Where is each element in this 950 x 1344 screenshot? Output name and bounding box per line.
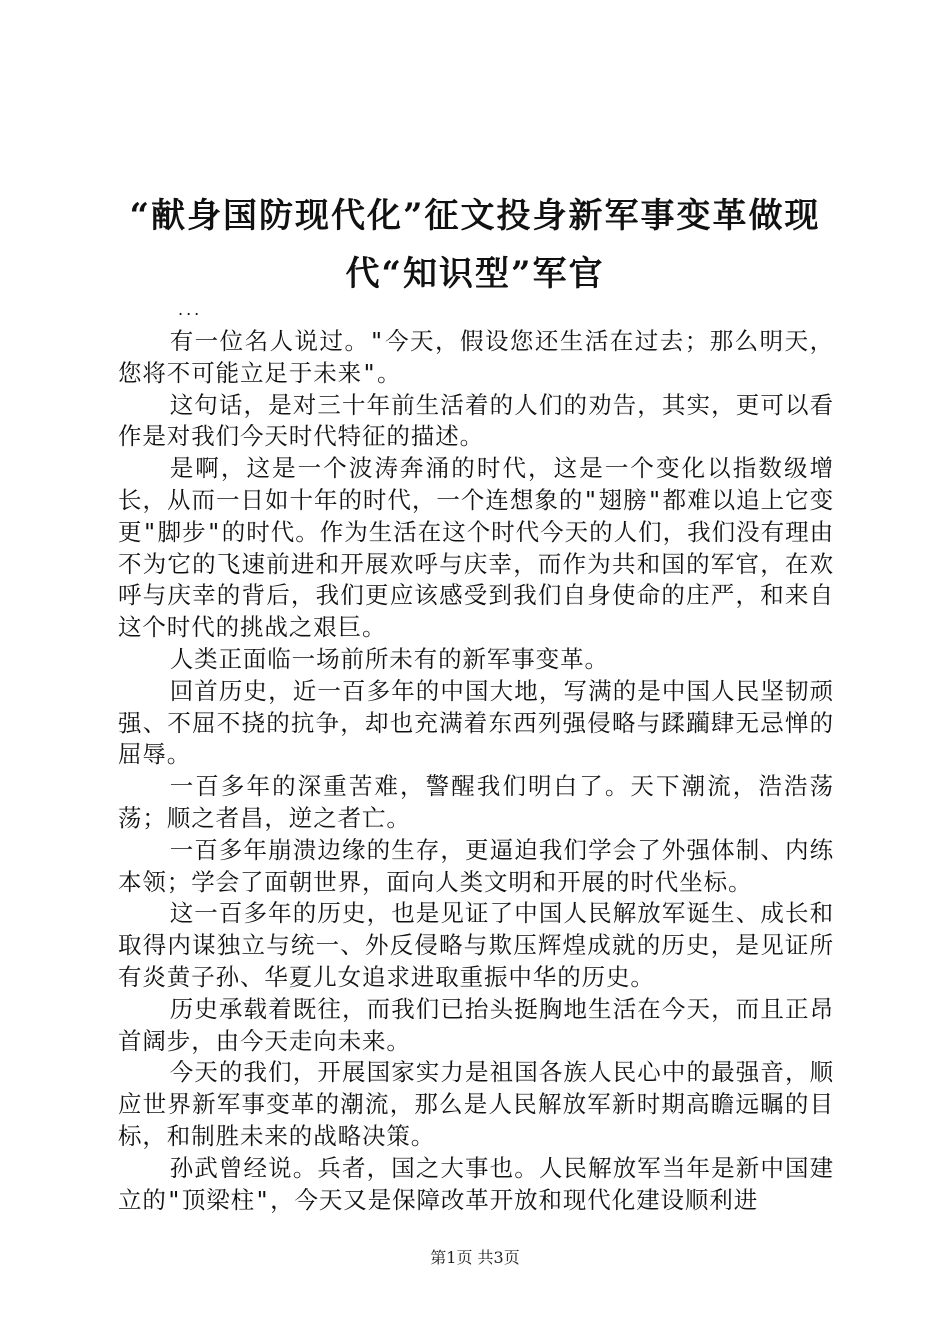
paragraph: 一百多年崩溃边缘的生存，更逼迫我们学会了外强体制、内练本领；学会了面朝世界，面向人类文明和开展的时代坐标。: [118, 835, 834, 896]
paragraph: 一百多年的深重苦难，警醒我们明白了。天下潮流，浩浩荡荡；顺之者昌，逆之者亡。: [118, 772, 834, 832]
paragraph: 人类正面临一场前所未有的新军事变革。: [169, 644, 609, 673]
ellipsis-marker: ...: [178, 300, 203, 319]
paragraph: 历史承载着既往，而我们已抬头挺胸地生活在今天，而且正昂首阔步，由今天走向未来。: [118, 994, 834, 1055]
document-title-line-1: “献身国防现代化”征文投身新军事变革做现: [129, 196, 821, 236]
document-body: [118, 326, 834, 1216]
paragraph: 这一百多年的历史，也是见证了中国人民解放军诞生、成长和取得内谋独立与统一、外反侵略与欺压辉煌成就的历史，是见证所有炎黄子孙、华夏儿女追求进取重振中华的历史。: [118, 899, 834, 991]
paragraph: 这句话，是对三十年前生活着的人们的劝告，其实，更可以看作是对我们今天时代特征的描述。: [118, 390, 834, 451]
paragraph: 有一位名人说过。"今天，假设您还生活在过去；那么明天，您将不可能立足于未来"。: [118, 327, 834, 387]
paragraph: 回首历史，近一百多年的中国大地，写满的是中国人民坚韧顽强、不屈不挠的抗争，却也充满着东西列强侵略与蹂躏肆无忌惮的屈辱。: [118, 676, 834, 769]
paragraph: 今天的我们，开展国家实力是祖国各族人民心中的最强音，顺应世界新军事变革的潮流，那么是人民解放军新时期高瞻远瞩的目标，和制胜未来的战略决策。: [118, 1058, 834, 1150]
page-number-footer: 第1页 共3页: [430, 1248, 520, 1267]
paragraph: 孙武曾经说。兵者，国之大事也。人民解放军当年是新中国建立的"顶梁柱"，今天又是保障改革开放和现代化建设顺利进: [118, 1153, 834, 1214]
document-title-line-2: 代“知识型”军官: [345, 254, 605, 294]
paragraph: 是啊，这是一个波涛奔涌的时代，这是一个变化以指数级增长，从而一日如十年的时代，一个连想象的"翅膀"都难以追上它变更"脚步"的时代。作为生活在这个时代今天的人们，我们没有理由不为它的飞速前进和开展欢呼与庆幸，而作为共和国的军官，在欢呼与庆幸的背后，我们更应该感受到我们自身使命的庄严，和来自这个时代的挑战之艰巨。: [118, 454, 834, 642]
